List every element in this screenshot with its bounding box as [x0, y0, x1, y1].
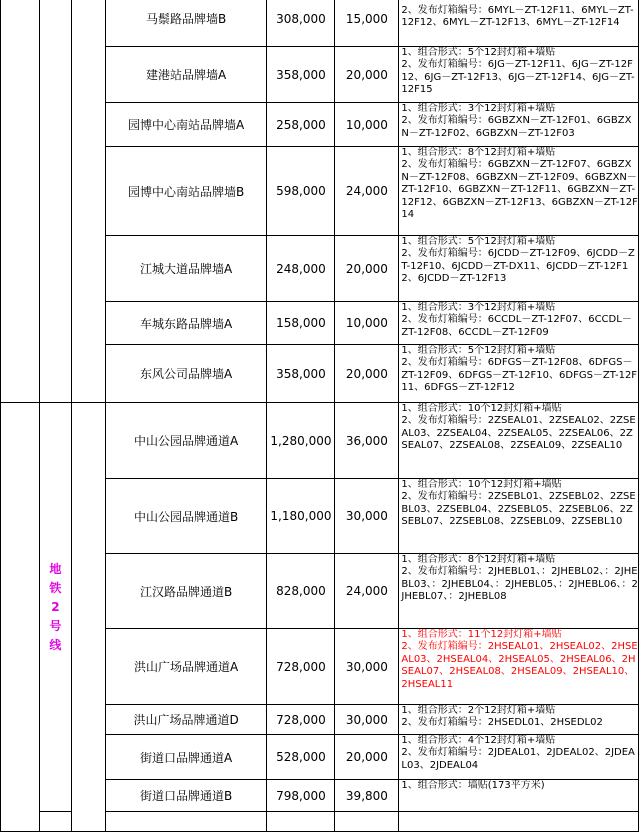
- location-name: 车城东路品牌墙A: [105, 302, 267, 345]
- price-value: 728,000: [267, 629, 335, 705]
- detail-text: 1、组合形式：10个12封灯箱+墙贴 2、发布灯箱编号：2ZSEBL01、2ZSEBL02、2ZSEBL03、2ZSEBL04、2ZSEBL05、2ZSEBL06、2ZSEBL07、2ZSEBL08、2ZSEBL09、2ZSEBL10: [399, 479, 639, 554]
- price-value: 598,000: [267, 147, 335, 236]
- location-name: 东风公司品牌墙A: [105, 345, 267, 403]
- location-name: 园博中心南站品牌墙B: [105, 147, 267, 236]
- quantity-value: 30,000: [335, 629, 399, 705]
- location-name: 街道口品牌通道A: [105, 735, 267, 780]
- blank-cell: [1, 0, 40, 403]
- blank-cell: [39, 0, 71, 403]
- quantity-value: 39,800: [335, 780, 399, 812]
- detail-text: 1、组合形式：8个12封灯箱+墙贴 2、发布灯箱编号：6GBZXN－ZT-12F07、6GBZXN－ZT-12F08、6GBZXN－ZT-12F09、6GBZXN－ZT-12F10、6GBZXN－ZT-12F11、6GBZXN－ZT-12F12、6GBZXN－ZT-12F13、6GBZXN－ZT-12F14: [399, 147, 639, 236]
- blank-cell: [267, 812, 335, 832]
- price-value: 528,000: [267, 735, 335, 780]
- detail-text: 1、组合形式：5个12封灯箱+墙贴 2、发布灯箱编号：6JCDD－ZT-12F09、6JCDD－ZT-12F10、6JCDD－ZT-DX11、6JCDD－ZT-12F12、6JCDD－ZT-12F13: [399, 236, 639, 302]
- quantity-value: 10,000: [335, 103, 399, 147]
- price-value: 728,000: [267, 705, 335, 735]
- quantity-value: 20,000: [335, 735, 399, 780]
- price-value: 1,180,000: [267, 479, 335, 554]
- location-name: 中山公园品牌通道A: [105, 403, 267, 479]
- price-value: 158,000: [267, 302, 335, 345]
- quantity-value: 15,000: [335, 0, 399, 47]
- quantity-value: 30,000: [335, 705, 399, 735]
- detail-text: 1、组合形式：4个12封灯箱+墙贴 2、发布灯箱编号：2JDEAL01、2JDEAL02、2JDEAL03、2JDEAL04: [399, 735, 639, 780]
- detail-text: 1、组合形式：3个12封灯箱+墙贴 2、发布灯箱编号：6GBZXN－ZT-12F01、6GBZXN－ZT-12F02、6GBZXN－ZT-12F03: [399, 103, 639, 147]
- blank-cell: [71, 0, 105, 403]
- quantity-value: 30,000: [335, 479, 399, 554]
- blank-cell: [71, 403, 105, 832]
- quantity-value: 24,000: [335, 554, 399, 629]
- detail-text: 2、发布灯箱编号：6MYL－ZT-12F11、6MYL－ZT-12F12、6MYL－ZT-12F13、6MYL－ZT-12F14: [399, 0, 639, 47]
- location-name: 园博中心南站品牌墙A: [105, 103, 267, 147]
- price-value: 358,000: [267, 47, 335, 103]
- detail-text: 1、组合形式：3个12封灯箱+墙贴 2、发布灯箱编号：6CCDL－ZT-12F07、6CCDL－ZT-12F08、6CCDL－ZT-12F09: [399, 302, 639, 345]
- location-name: 建港站品牌墙A: [105, 47, 267, 103]
- quantity-value: 36,000: [335, 403, 399, 479]
- price-value: 308,000: [267, 0, 335, 47]
- line-label: 地铁2号线: [49, 561, 62, 652]
- price-value: 248,000: [267, 236, 335, 302]
- blank-cell: [105, 812, 267, 832]
- blank-cell: [335, 812, 399, 832]
- location-name: 洪山广场品牌通道D: [105, 705, 267, 735]
- price-value: 358,000: [267, 345, 335, 403]
- detail-text: 1、组合形式：10个12封灯箱+墙贴 2、发布灯箱编号：2ZSEAL01、2ZSEAL02、2ZSEAL03、2ZSEAL04、2ZSEAL05、2ZSEAL06、2ZSEAL07、2ZSEAL08、2ZSEAL09、2ZSEAL10: [399, 403, 639, 479]
- detail-text: 1、组合形式：8个12封灯箱+墙贴 2、发布灯箱编号：2JHEBL01、：2JHEBL02、：2JHEBL03、：2JHEBL04、：2JHEBL05、：2JHEBL06、：2JHEBL07、：2JHEBL08: [399, 554, 639, 629]
- quantity-value: 10,000: [335, 302, 399, 345]
- location-name: 街道口品牌通道B: [105, 780, 267, 812]
- location-name: 洪山广场品牌通道A: [105, 629, 267, 705]
- location-name: 江汉路品牌通道B: [105, 554, 267, 629]
- quantity-value: 20,000: [335, 236, 399, 302]
- detail-text-highlighted: 1、组合形式：11个12封灯箱+墙贴 2、发布灯箱编号：2HSEAL01、2HSEAL02、2HSEAL03、2HSEAL04、2HSEAL05、2HSEAL06、2HSEAL07、2HSEAL08、2HSEAL09、2HSEAL10、2HSEAL11: [399, 629, 639, 705]
- location-name: 中山公园品牌通道B: [105, 479, 267, 554]
- line-label-cell: [39, 403, 71, 812]
- price-value: 828,000: [267, 554, 335, 629]
- price-value: 1,280,000: [267, 403, 335, 479]
- detail-text: 1、组合形式：墙贴(173平方米): [399, 780, 639, 812]
- price-value: 258,000: [267, 103, 335, 147]
- detail-text: 1、组合形式：5个12封灯箱+墙贴 2、发布灯箱编号：6DFGS－ZT-12F08、6DFGS－ZT-12F09、6DFGS－ZT-12F10、6DFGS－ZT-12F11、6DFGS－ZT-12F12: [399, 345, 639, 403]
- price-value: 798,000: [267, 780, 335, 812]
- table-row: [1, 403, 639, 479]
- location-name: 江城大道品牌墙A: [105, 236, 267, 302]
- location-name: 马鬃路品牌墙B: [105, 0, 267, 47]
- detail-text: 1、组合形式：2个12封灯箱+墙贴 2、发布灯箱编号：2HSEDL01、2HSEDL02: [399, 705, 639, 735]
- detail-text: 1、组合形式：5个12封灯箱+墙贴 2、发布灯箱编号：6JG－ZT-12F11、6JG－ZT-12F12、6JG－ZT-12F13、6JG－ZT-12F14、6JG－ZT-12F15: [399, 47, 639, 103]
- quantity-value: 20,000: [335, 47, 399, 103]
- table-row: [1, 0, 639, 47]
- blank-cell: [1, 403, 40, 832]
- quantity-value: 20,000: [335, 345, 399, 403]
- blank-cell: [39, 812, 71, 832]
- blank-cell: [399, 812, 639, 832]
- quantity-value: 24,000: [335, 147, 399, 236]
